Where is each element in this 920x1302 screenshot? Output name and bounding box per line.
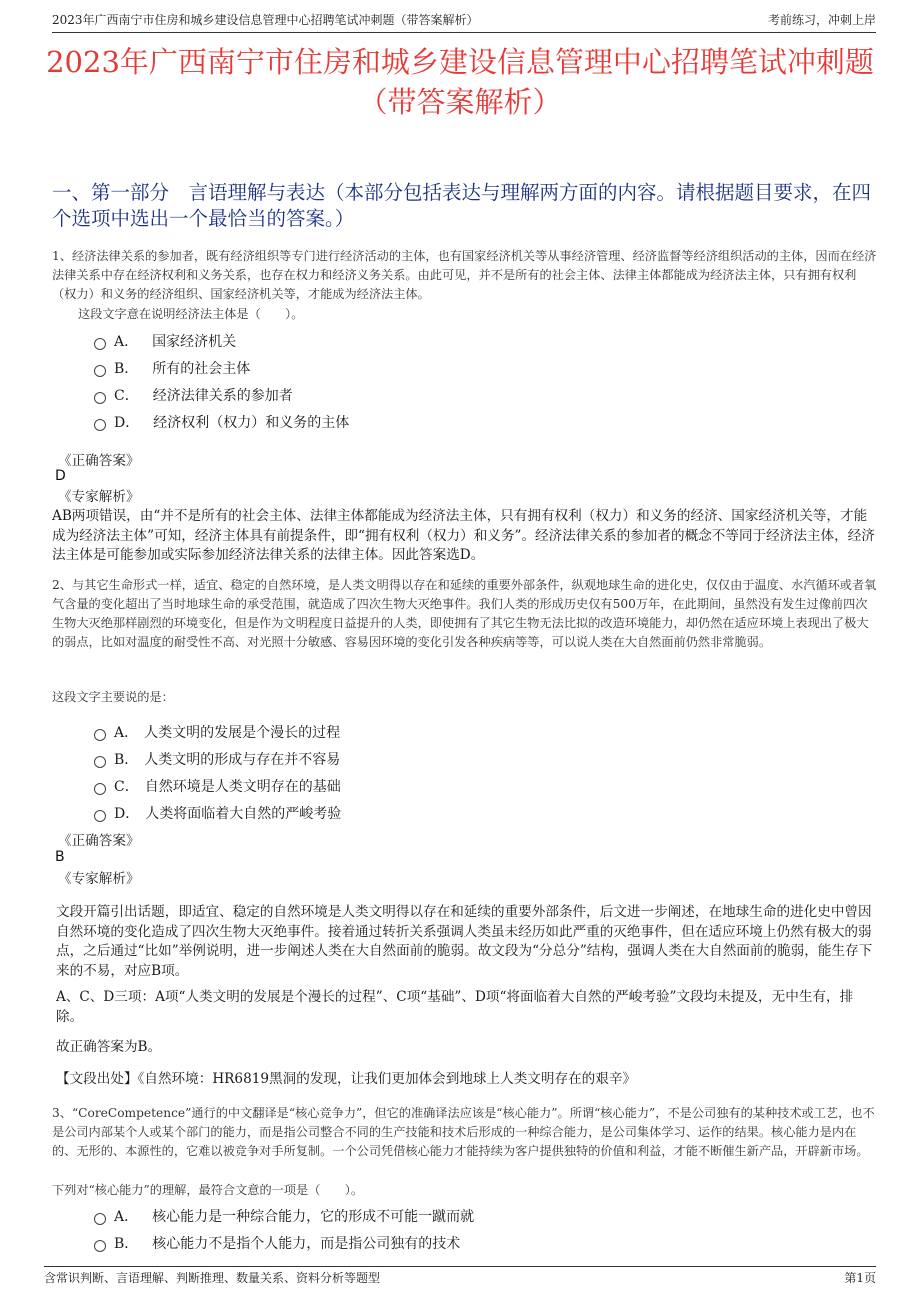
option-d[interactable]: D． 人类将面临着大自然的严峻考验 <box>94 799 341 826</box>
analysis-label: 《专家解析》 <box>58 489 140 505</box>
radio-icon[interactable] <box>94 338 106 350</box>
page-footer <box>44 1266 876 1290</box>
question-2-stem: 2、与其它生命形式一样，适宜、稳定的自然环境，是人类文明得以存在和延续的重要外部条件，纵观地球生命的进化史，仅仅由于温度、水汽循环或者氧气含量的变化超出了当时地球生命的承受范围，就造成了四次生物大灭绝事件。我们人类的形成历史仅有500万年，在此期间，虽然没有发生过像前四次生物大灭绝那样剧烈的环境变化，但是作为文明程度日益提升的人类，即使拥有了其它生物无法比拟的改造环境能力，却仍然在适应环境上表现出了极大的弱点，比如对温度的耐受性不高、对光照十分敏感、容易因环境的变化引发各种疾病等等，可以说人类在大自然面前仍然非常脆弱。 <box>52 578 877 649</box>
radio-icon[interactable] <box>94 810 106 822</box>
analysis-text: AB两项错误，由“并不是所有的社会主体、法律主体都能成为经济法主体，只有拥有权利（权力）和义务的经济、国家经济机关等，才能成为经济法主体”可知，经济主体具有前提条件，即“拥有权利（权力）和义务”。经济法律关系的参加者的概念不等同于经济法主体，经济法主体是可能参加或实际参加经济法律关系的法律主体。因此答案选D。 <box>52 508 875 563</box>
option-c[interactable]: C． 自然环境是人类文明存在的基础 <box>94 772 341 799</box>
option-d-text: 经济权利（权力）和义务的主体 <box>153 414 350 431</box>
source-note: 【文段出处】《自然环境：HR6819黑洞的发现，让我们更加体会到地球上人类文明存在的艰辛》 <box>56 1071 637 1087</box>
answer-label: 《正确答案》 <box>58 833 140 849</box>
header-doc-title: 2023年广西南宁市住房和城乡建设信息管理中心招聘笔试冲刺题（带答案解析） <box>52 13 479 27</box>
radio-icon[interactable] <box>94 756 106 768</box>
option-c-text: 自然环境是人类文明存在的基础 <box>144 778 341 795</box>
radio-icon[interactable] <box>94 392 106 404</box>
analysis-conclusion: 故正确答案为B。 <box>56 1039 162 1055</box>
answer-value: B <box>55 849 65 865</box>
option-a[interactable]: A． 人类文明的发展是个漫长的过程 <box>94 718 341 745</box>
question-3-stem: 3、“CoreCompetence”通行的中文翻译是“核心竞争力”，但它的准确译法应该是“核心能力”。所谓“核心能力”，不是公司独有的某种技术或工艺，也不是公司内部某个人或某个部门的能力，而是指公司整合不同的生产技能和技术后形成的一种综合能力，是公司集体学习、运作的结果。核心能力是内在的、无形的、本源性的，它难以被竞争对手所复制。一个公司凭借核心能力才能持续为客户提供独特的价值和利益，才能不断催生新产品，开辟新市场。 <box>52 1106 875 1158</box>
radio-icon[interactable] <box>94 1213 106 1225</box>
section-heading: 一、第一部分 言语理解与表达（本部分包括表达与理解两方面的内容。请根据题目要求，在四个选项中选出一个最恰当的答案。） <box>52 181 872 230</box>
radio-icon[interactable] <box>94 365 106 377</box>
radio-icon[interactable] <box>94 783 106 795</box>
option-b[interactable]: B． 人类文明的形成与存在并不容易 <box>94 745 341 772</box>
analysis-text: 文段开篇引出话题，即适宜、稳定的自然环境是人类文明得以存在和延续的重要外部条件，后文进一步阐述，在地球生命的进化史中曾因自然环境的变化造成了四次生物大灭绝事件。接着通过转折关系强调人类虽未经历如此严重的灭绝事件，但在适应环境上仍然有极大的弱点，之后通过“比如”举例说明，进一步阐述人类在大自然面前的脆弱。故文段为“分总分”结构，强调人类在大自然面前的脆弱，能生存下来的不易，对应B项。 <box>56 904 873 979</box>
question-1-stem: 1、经济法律关系的参加者，既有经济组织等专门进行经济活动的主体，也有国家经济机关等从事经济管理、经济监督等经济组织活动的主体，因而在经济法律关系中存在经济权利和义务关系，也存在权力和经济义务关系。由此可见，并不是所有的社会主体、法律主体都能成为经济法主体，只有拥有权利（权力）和义务的经济组织、国家经济机关等，才能成为经济法主体。 <box>52 249 877 301</box>
question-1-options <box>94 327 349 435</box>
option-b[interactable]: B． 核心能力不是指个人能力，而是指公司独有的技术 <box>94 1229 474 1256</box>
question-3-prompt: 下列对“核心能力”的理解，最符合文意的一项是（ ）。 <box>52 1183 364 1197</box>
page-header <box>52 11 876 33</box>
option-a-text: 人类文明的发展是个漫长的过程 <box>144 724 341 741</box>
option-a[interactable]: A． 国家经济机关 <box>94 327 349 354</box>
option-b[interactable]: B． 所有的社会主体 <box>94 354 349 381</box>
analysis-text: A、C、D三项：A项“人类文明的发展是个漫长的过程”、C项“基础”、D项“将面临着大自然的严峻考验”文段均未提及，无中生有，排除。 <box>56 989 854 1025</box>
radio-icon[interactable] <box>94 1240 106 1252</box>
footer-description: 含常识判断、言语理解、判断推理、数量关系、资料分析等题型 <box>44 1271 381 1285</box>
question-1-prompt-text: 这段文字意在说明经济法主体是（ ）。 <box>78 307 304 321</box>
option-a[interactable]: A． 核心能力是一种综合能力，它的形成不可能一蹴而就 <box>94 1202 474 1229</box>
answer-value: D <box>55 468 66 484</box>
option-b-text: 所有的社会主体 <box>152 360 251 377</box>
analysis-label: 《专家解析》 <box>58 871 140 887</box>
option-b-text: 人类文明的形成与存在并不容易 <box>144 751 341 768</box>
option-d[interactable]: D． 经济权利（权力）和义务的主体 <box>94 408 349 435</box>
header-slogan: 考前练习，冲刺上岸 <box>767 13 876 27</box>
question-2-options <box>94 718 341 826</box>
page-title: 2023年广西南宁市住房和城乡建设信息管理中心招聘笔试冲刺题（带答案解析） <box>46 45 874 119</box>
answer-label: 《正确答案》 <box>58 453 140 469</box>
option-d-text: 人类将面临着大自然的严峻考验 <box>145 805 342 822</box>
radio-icon[interactable] <box>94 419 106 431</box>
radio-icon[interactable] <box>94 729 106 741</box>
option-b-text: 核心能力不是指个人能力，而是指公司独有的技术 <box>152 1235 461 1252</box>
option-a-text: 国家经济机关 <box>152 333 237 350</box>
option-c-text: 经济法律关系的参加者 <box>152 387 293 404</box>
question-3-options <box>94 1202 474 1256</box>
page-number: 第1页 <box>844 1271 876 1285</box>
option-a-text: 核心能力是一种综合能力，它的形成不可能一蹴而就 <box>152 1208 475 1225</box>
question-2-prompt: 这段文字主要说的是： <box>52 690 174 704</box>
option-c[interactable]: C． 经济法律关系的参加者 <box>94 381 349 408</box>
question-1-prompt <box>52 305 878 324</box>
